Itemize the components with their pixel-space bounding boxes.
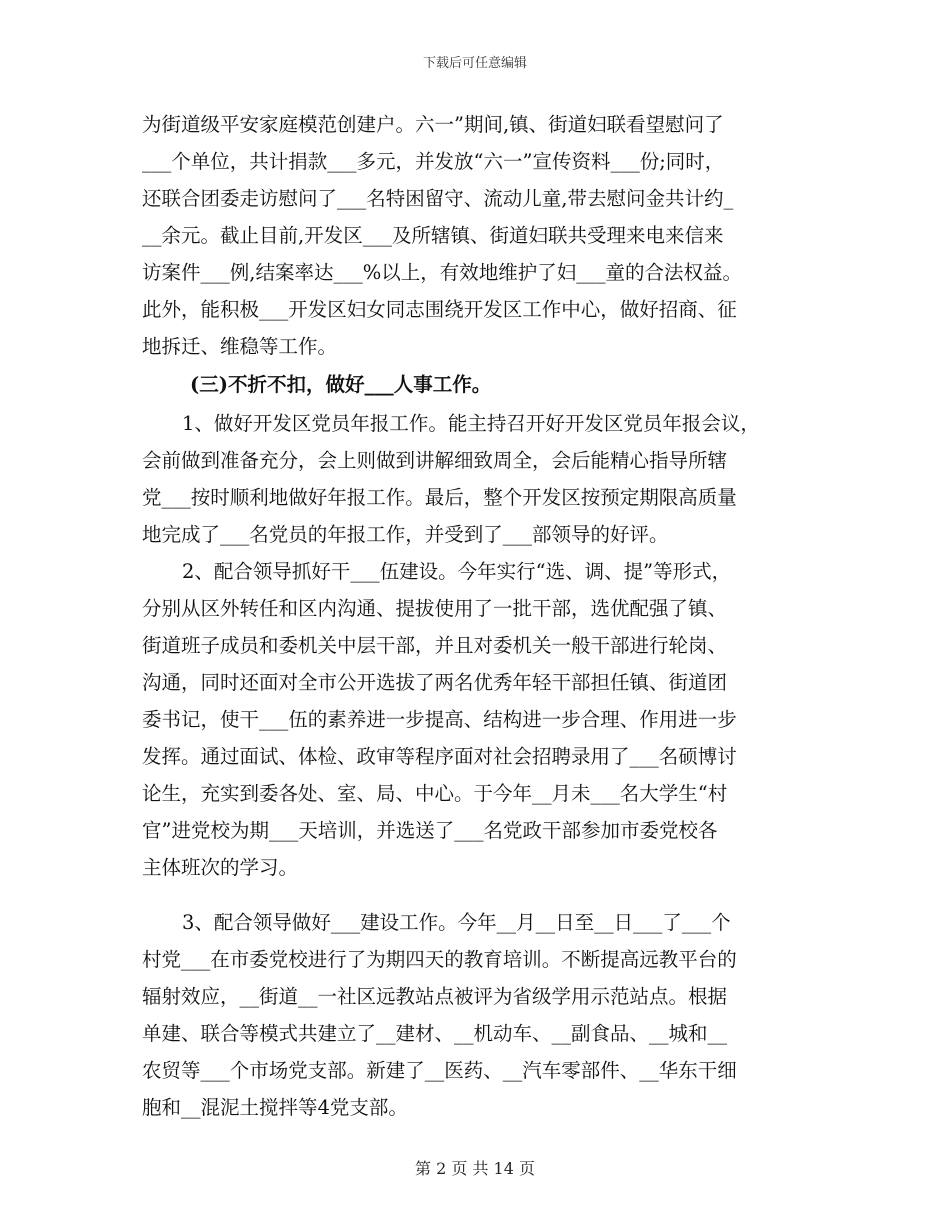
- text-line: 访案件___例,结案率达___%以上，有效地维护了妇___童的合法权益。: [142, 261, 742, 284]
- text-line: 沟通，同时还面对全市公开选拔了两名优秀年轻干部担任镇、街道团: [142, 671, 728, 694]
- text-line: 村党___在市委党校进行了为期四天的教育培训。不断提高远教平台的: [142, 948, 737, 971]
- text-line: 还联合团委走访慰问了___名特困留守、流动儿童,带去慰问金共计约_: [142, 187, 734, 210]
- text-line: 会前做到准备充分，会上则做到讲解细致周全，会后能精心指导所辖: [142, 449, 728, 472]
- paragraph-first-line: 3、配合领导做好___建设工作。今年__月__日至__日___了___个: [182, 911, 731, 934]
- text-line: 农贸等___个市场党支部。新建了__医药、__汽车零部件、__华东干细: [142, 1059, 737, 1082]
- text-line: 为街道级平安家庭模范创建户。六一”期间,镇、街道妇联看望慰问了: [142, 113, 724, 136]
- text-line: ___个单位，共计捐款___多元，并发放“六一”宣传资料___份;同时，: [142, 150, 725, 173]
- page-header: 下载后可任意编辑: [422, 56, 527, 71]
- document-body: [142, 106, 832, 1126]
- paragraph-first-line: 1、做好开发区党员年报工作。能主持召开好开发区党员年报会议，: [182, 412, 760, 435]
- text-line: __余元。截止目前,开发区___及所辖镇、街道妇联共受理来电来信来: [142, 224, 724, 247]
- paragraph-gap: [142, 886, 832, 904]
- text-line: 地拆迁、维稳等工作。: [142, 335, 338, 358]
- text-line: 官”进党校为期___天培训，并选送了___名党政干部参加市委党校各: [142, 819, 718, 842]
- text-line: 街道班子成员和委机关中层干部，并且对委机关一般干部进行轮岗、: [142, 634, 728, 657]
- text-line: 胞和__混泥土搅拌等4党支部。: [142, 1096, 408, 1119]
- section-heading: (三)不折不扣，做好___人事工作。: [190, 373, 492, 396]
- text-line: 党___按时顺利地做好年报工作。最后，整个开发区按预定期限高质量: [142, 486, 737, 509]
- text-line: 分别从区外转任和区内沟通、提拔使用了一批干部，选优配强了镇、: [142, 597, 728, 620]
- page-footer: 第 2 页 共 14 页: [415, 1159, 535, 1178]
- text-line: 论生，充实到委各处、室、局、中心。于今年__月未___名大学生“村: [142, 782, 728, 805]
- text-line: 此外，能积极___开发区妇女同志围绕开发区工作中心，做好招商、征: [142, 298, 737, 321]
- text-line: 辐射效应，__街道__一社区远教站点被评为省级学用示范站点。根据: [142, 985, 728, 1008]
- text-line: 发挥。通过面试、体检、政审等程序面对社会招聘录用了___名硕博讨: [142, 745, 737, 768]
- text-line: 委书记，使干___伍的素养进一步提高、结构进一步合理、作用进一步: [142, 708, 737, 731]
- text-line: 地完成了___名党员的年报工作，并受到了___部领导的好评。: [142, 523, 669, 546]
- text-line: 单建、联合等模式共建立了__建材、__机动车、__副食品、__城和__: [142, 1022, 728, 1045]
- paragraph-first-line: 2、配合领导抓好干___伍建设。今年实行“选、调、提”等形式，: [182, 560, 732, 583]
- text-line: 主体班次的学习。: [142, 856, 299, 879]
